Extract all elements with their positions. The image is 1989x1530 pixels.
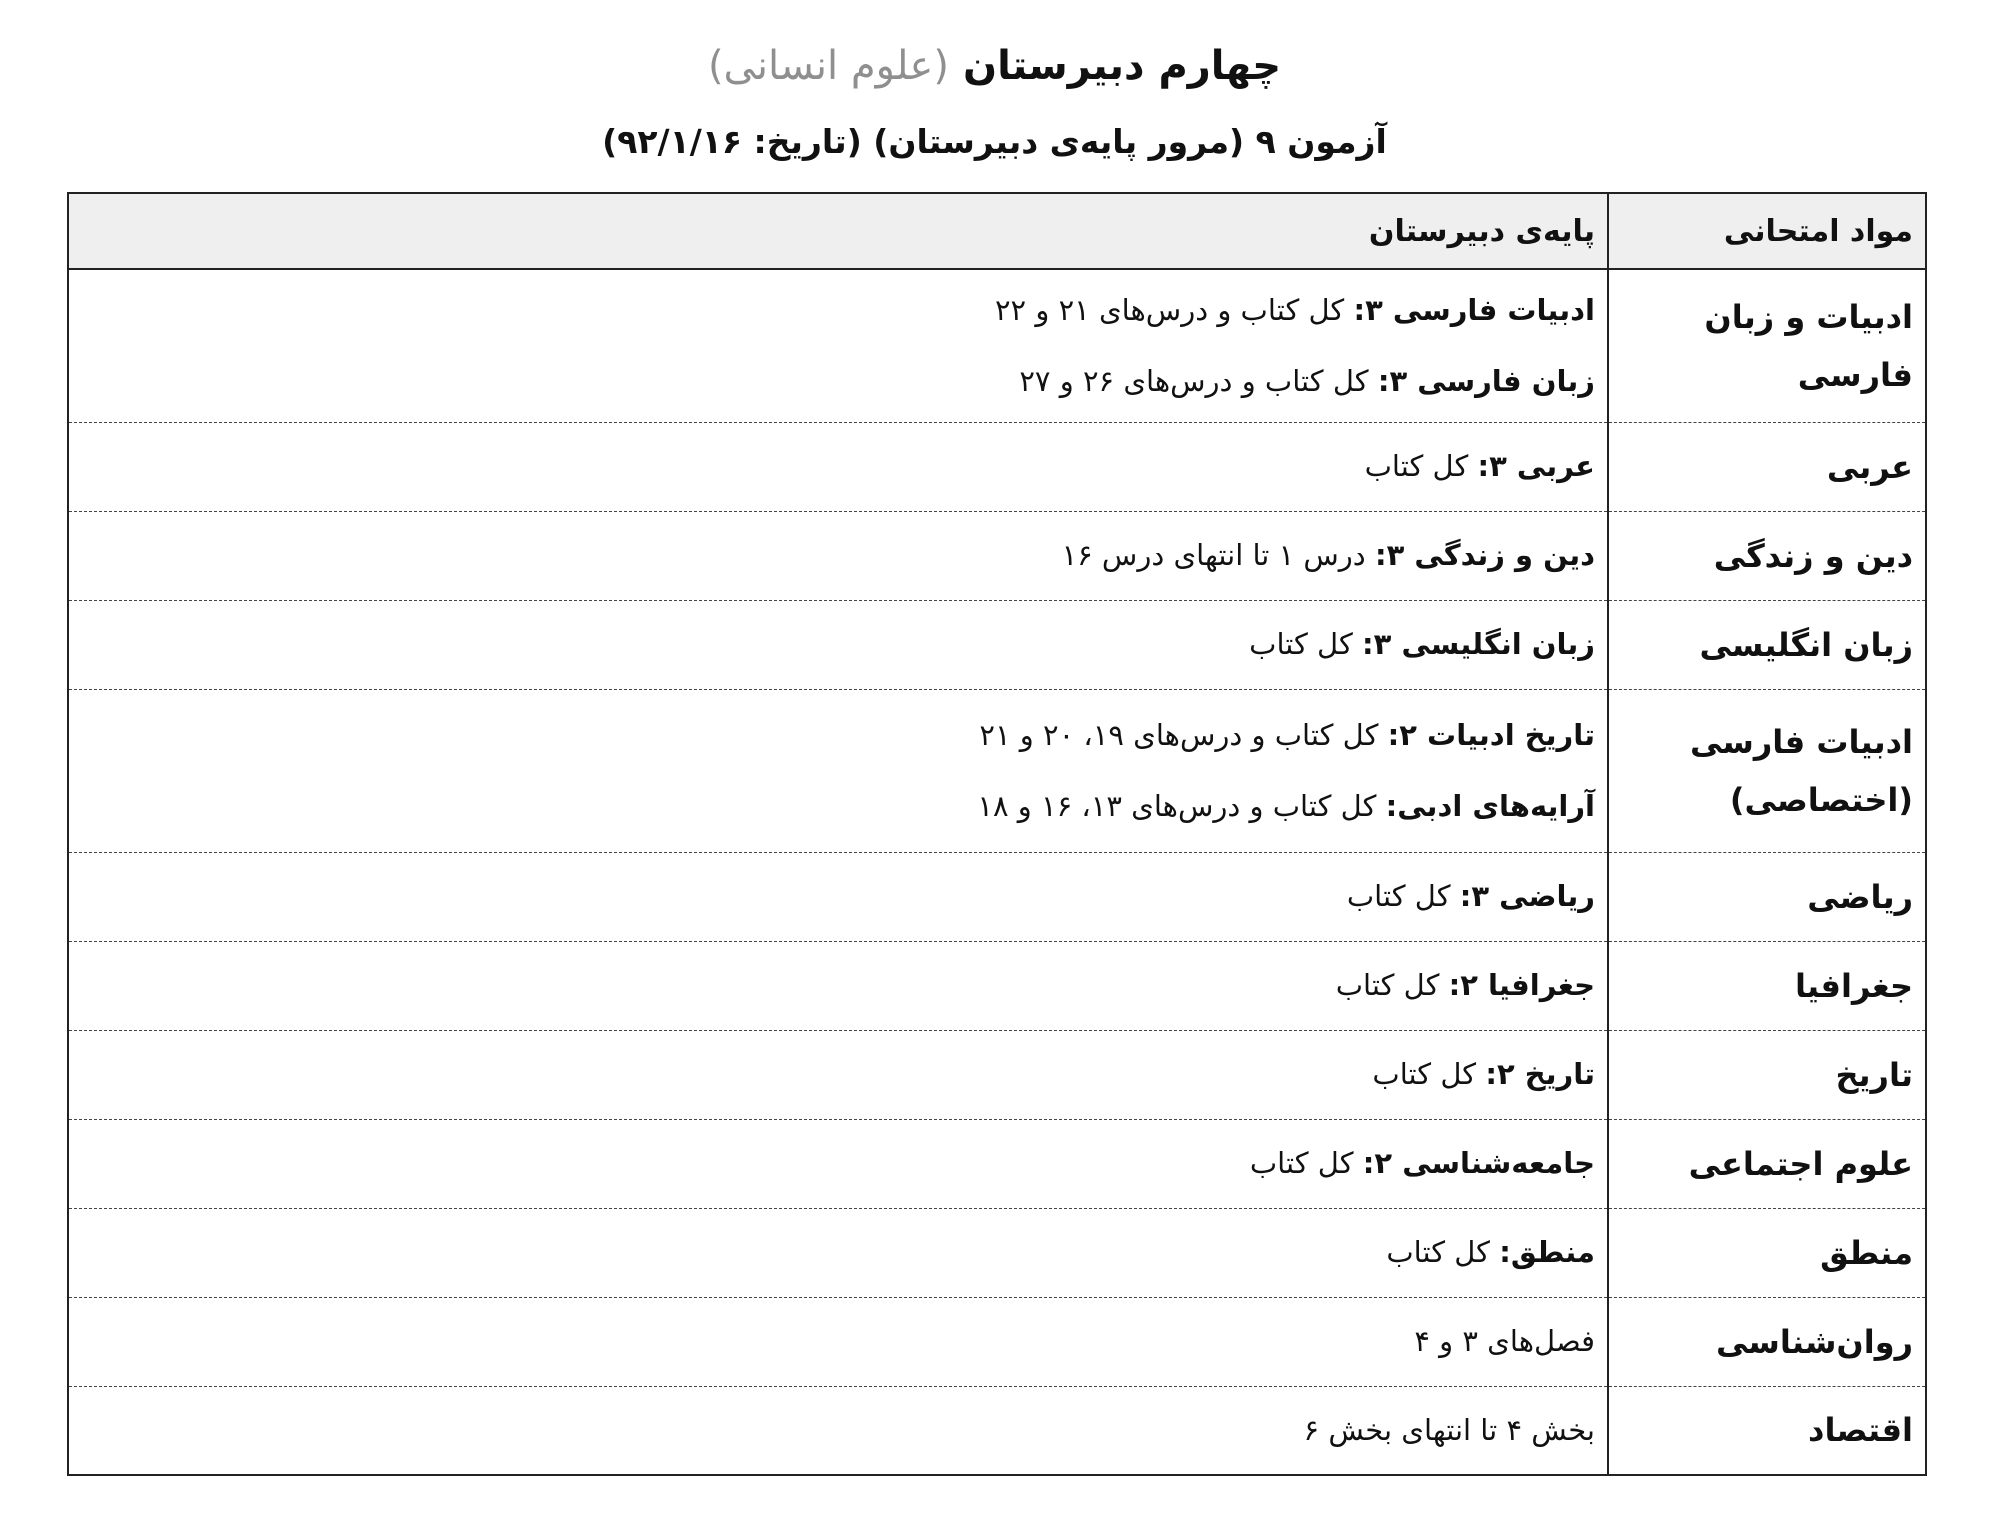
scope-cell xyxy=(68,941,1608,1030)
scope-cell xyxy=(68,1208,1608,1297)
subject-cell: علوم اجتماعی xyxy=(1608,1119,1926,1208)
subject-cell: تاریخ xyxy=(1608,1030,1926,1119)
scope-text: درس ۱ تا انتهای درس ۱۶ xyxy=(1061,538,1375,572)
scope-cell xyxy=(68,1386,1608,1475)
scope-cell xyxy=(68,852,1608,941)
scope-label: ادبیات فارسی ۳: xyxy=(1353,292,1595,327)
scope-line xyxy=(81,275,1595,346)
header-scope: پایه‌ی دبیرستان xyxy=(68,193,1608,269)
table-row xyxy=(68,852,1926,941)
subject-cell xyxy=(1608,689,1926,852)
scope-text: کل کتاب xyxy=(1386,1235,1500,1269)
scope-cell xyxy=(68,600,1608,689)
scope-cell xyxy=(68,689,1608,852)
title-field: (علوم انسانی) xyxy=(707,43,949,89)
scope-text: کل کتاب و درس‌های ۱۹، ۲۰ و ۲۱ xyxy=(979,717,1388,752)
subject-cell: عربی xyxy=(1608,422,1926,511)
scope-label: جامعه‌شناسی ۲: xyxy=(1362,1146,1595,1180)
scope-label: زبان فارسی ۳: xyxy=(1377,363,1595,398)
exam-subtitle: آزمون ۹ (مرور پایه‌ی دبیرستان) (تاریخ: ۹۲/۱/۱۶) xyxy=(602,122,1387,161)
scope-cell xyxy=(68,1119,1608,1208)
subject-line: (اختصاصی) xyxy=(1729,780,1913,819)
subject-cell: دین و زندگی xyxy=(1608,511,1926,600)
table-row xyxy=(68,941,1926,1030)
scope-text: کل کتاب xyxy=(1249,1146,1363,1180)
table-header-row xyxy=(68,193,1926,269)
scope-cell xyxy=(68,422,1608,511)
scope-cell xyxy=(68,1030,1608,1119)
scope-cell xyxy=(68,1297,1608,1386)
scope-text: کل کتاب و درس‌های ۱۳، ۱۶ و ۱۸ xyxy=(977,788,1386,823)
subject-cell: جغرافیا xyxy=(1608,941,1926,1030)
scope-label: تاریخ ۲: xyxy=(1485,1057,1595,1091)
subject-cell: زبان انگلیسی xyxy=(1608,600,1926,689)
scope-text: کل کتاب و درس‌های ۲۶ و ۲۷ xyxy=(1019,363,1378,398)
scope-text: کل کتاب xyxy=(1372,1057,1486,1091)
table-row xyxy=(68,422,1926,511)
table-row xyxy=(68,269,1926,422)
table-row xyxy=(68,600,1926,689)
scope-text: کل کتاب xyxy=(1249,627,1363,661)
header-subject: مواد امتحانی xyxy=(1608,193,1926,269)
subject-line: ادبیات فارسی xyxy=(1689,722,1913,761)
scope-line xyxy=(81,771,1595,842)
page-title xyxy=(0,38,1989,94)
scope-line xyxy=(81,346,1595,417)
subject-cell: روان‌شناسی xyxy=(1608,1297,1926,1386)
table-row xyxy=(68,511,1926,600)
title-main: چهارم دبیرستان xyxy=(962,43,1282,89)
scope-label: زبان انگلیسی ۳: xyxy=(1362,627,1595,661)
scope-text: کل کتاب xyxy=(1364,449,1478,483)
scope-text: کل کتاب و درس‌های ۲۱ و ۲۲ xyxy=(994,292,1354,327)
table-row xyxy=(68,1208,1926,1297)
subject-cell: ادبیات و زبان فارسی xyxy=(1608,269,1926,422)
scope-cell xyxy=(68,511,1608,600)
scope-label: جغرافیا ۲: xyxy=(1448,968,1595,1002)
scope-line xyxy=(81,700,1595,771)
table-row xyxy=(68,1119,1926,1208)
scope-label: دین و زندگی ۳: xyxy=(1374,538,1595,572)
table-row xyxy=(68,1297,1926,1386)
scope-label: تاریخ ادبیات ۲: xyxy=(1387,717,1595,752)
table-row xyxy=(68,1030,1926,1119)
scope-text: فصل‌های ۳ و ۴ xyxy=(1414,1324,1595,1358)
subject-cell: ریاضی xyxy=(1608,852,1926,941)
exam-syllabus-table xyxy=(67,192,1927,1476)
subject-cell: منطق xyxy=(1608,1208,1926,1297)
scope-label: منطق: xyxy=(1499,1235,1595,1269)
scope-text: کل کتاب xyxy=(1346,879,1460,913)
scope-label: ریاضی ۳: xyxy=(1459,879,1595,913)
scope-label: عربی ۳: xyxy=(1477,449,1595,483)
scope-label: آرایه‌های ادبی: xyxy=(1385,788,1595,823)
subject-cell: اقتصاد xyxy=(1608,1386,1926,1475)
scope-text: بخش ۴ تا انتهای بخش ۶ xyxy=(1303,1412,1595,1447)
scope-text: کل کتاب xyxy=(1335,968,1449,1002)
scope-cell xyxy=(68,269,1608,422)
table-row xyxy=(68,1386,1926,1475)
table-row xyxy=(68,689,1926,852)
